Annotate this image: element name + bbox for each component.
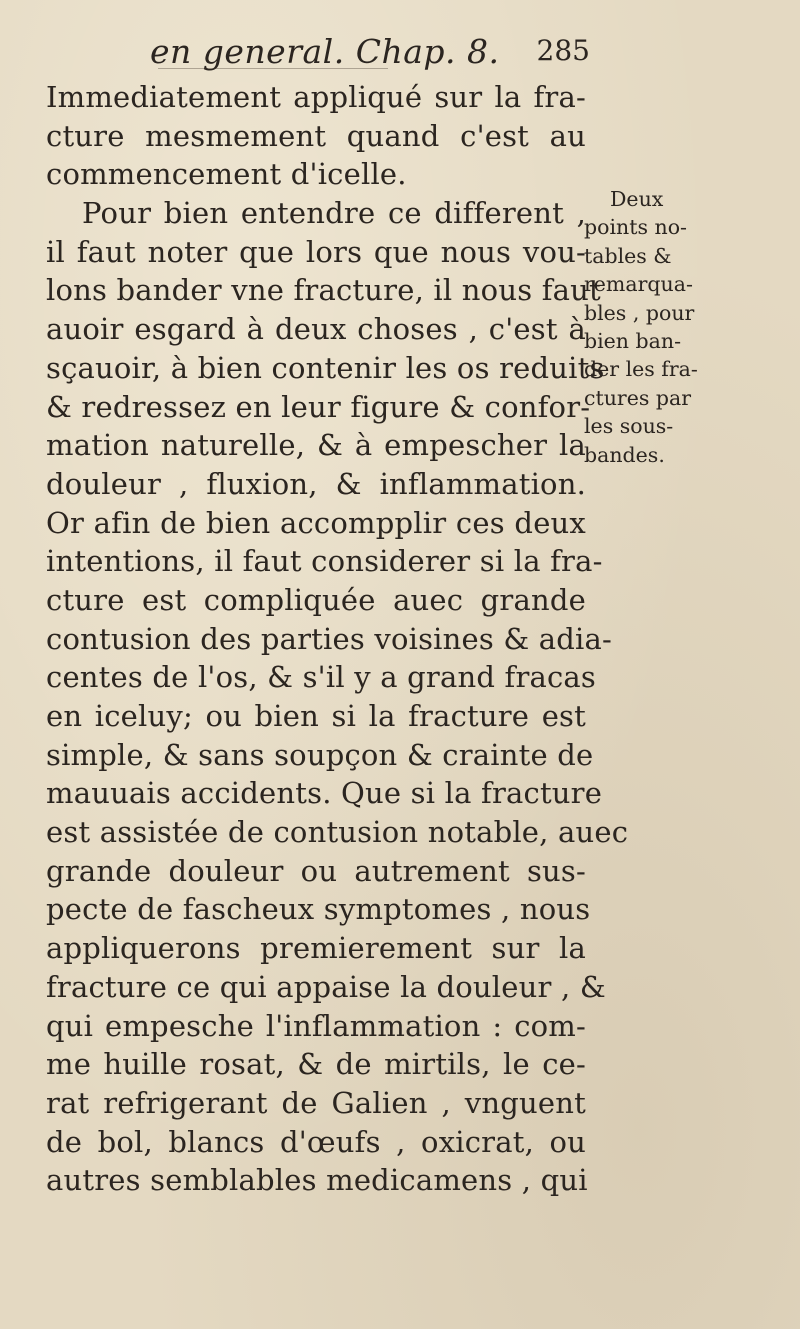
body-line: douleur , fluxion, & inflammation.	[46, 466, 586, 501]
body-line: est assistée de contusion notable, auec	[46, 815, 629, 850]
margin-note-line: bien ban-	[584, 328, 682, 353]
body-line: mation naturelle, & à empescher la	[46, 428, 586, 463]
body-line: lons bander vne fracture, il nous faut	[46, 273, 601, 308]
body-line: & redressez en leur figure & confor-	[46, 389, 591, 424]
body-line: grande douleur ou autrement sus-	[46, 853, 586, 888]
head-rule	[158, 68, 388, 69]
body-line: fracture ce qui appaise la douleur , &	[46, 969, 606, 1004]
margin-note-line: points no-	[584, 215, 687, 240]
body-line: Or afin de bien accompplir ces deux	[46, 505, 586, 540]
margin-note	[584, 185, 712, 469]
body-line: autres semblables medicamens , qui	[46, 1163, 588, 1198]
page-number: 285	[536, 34, 590, 67]
body-line: intentions, il faut considerer si la fra-	[46, 544, 603, 579]
body-line: appliquerons premierement sur la	[46, 931, 586, 966]
body-line: Immediatement appliqué sur la fra-	[46, 80, 586, 114]
body-line: commencement d'icelle.	[46, 157, 407, 192]
body-line: sçauoir, à bien contenir les os reduits	[46, 350, 605, 385]
body-line: me huille rosat, & de mirtils, le ce-	[46, 1047, 586, 1082]
margin-note-line: Deux	[610, 187, 664, 211]
body-line: mauuais accidents. Que si la fracture	[46, 776, 603, 811]
margin-note-line: der les fra-	[584, 357, 698, 382]
body-line: cture mesmement quand c'est au	[46, 118, 586, 153]
body-line: en iceluy; ou bien si la fracture est	[46, 699, 586, 733]
body-line: cture est compliquée auec grande	[46, 582, 586, 617]
body-line: Pour bien entendre ce different ,	[82, 196, 586, 231]
body-line: contusion des parties voisines & adia-	[46, 621, 613, 656]
body-line: simple, & sans soupçon & crainte de	[46, 737, 594, 772]
margin-note-line: remarqua-	[584, 272, 693, 297]
margin-note-line: bles , pour	[584, 300, 695, 325]
running-head-title: en general. Chap. 8.	[150, 32, 500, 71]
body-line: centes de l'os, & s'il y a grand fracas	[46, 660, 597, 695]
body-line: pecte de fascheux symptomes , nous	[46, 892, 591, 927]
margin-note-line: ctures par	[584, 385, 692, 410]
body-line: rat refrigerant de Galien , vnguent	[46, 1085, 586, 1120]
body-line: il faut noter que lors que nous vou-	[46, 234, 586, 269]
body-line: auoir esgard à deux choses , c'est à	[46, 312, 586, 347]
body-line: qui empesche l'inflammation : com-	[46, 1008, 586, 1043]
margin-note-line: tables &	[584, 243, 672, 268]
margin-note-line: bandes.	[584, 442, 665, 467]
margin-note-line: les sous-	[584, 414, 674, 439]
body-line: de bol, blancs d'œufs , oxicrat, ou	[46, 1124, 586, 1159]
